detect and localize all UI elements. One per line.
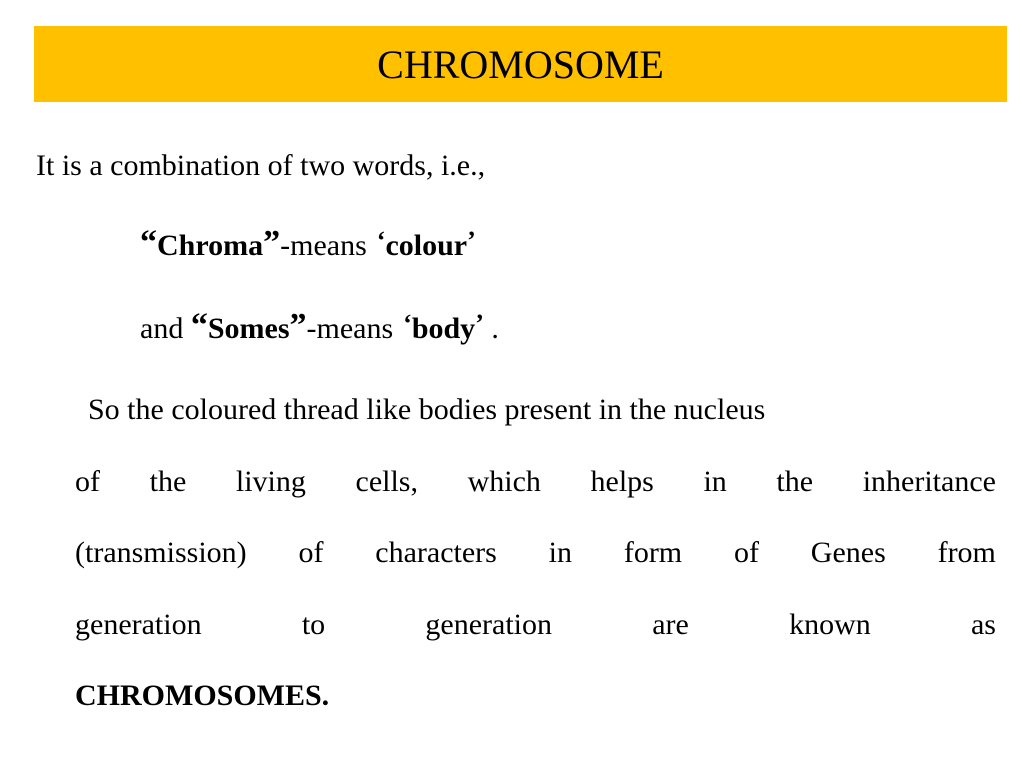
body-word: body	[411, 312, 476, 345]
definition-line-2	[75, 467, 996, 497]
chroma-open-quote: “	[140, 224, 157, 261]
colour-close-quote: ’	[467, 226, 476, 255]
definition-word: known	[789, 608, 871, 641]
somes-open-quote: “	[190, 307, 208, 344]
definition-word: of	[733, 536, 759, 569]
chroma-word: Chroma	[157, 229, 264, 262]
somes-line-period: .	[491, 312, 499, 345]
definition-word: of	[75, 465, 100, 498]
definition-word: the	[149, 465, 187, 498]
definition-word: in	[548, 536, 573, 569]
body-open-quote: ‘	[403, 309, 412, 338]
somes-means-text: -means	[306, 312, 394, 345]
definition-word: cells,	[355, 465, 418, 498]
definition-word: of	[298, 536, 324, 569]
body-close-quote: ’	[475, 309, 484, 338]
colour-word: colour	[385, 229, 468, 262]
definition-word: which	[467, 465, 541, 498]
definition-word: living	[235, 465, 306, 498]
somes-definition-line	[140, 307, 499, 345]
somes-close-quote: ”	[289, 307, 307, 344]
definition-word: to	[301, 608, 326, 641]
definition-word: from	[937, 536, 996, 569]
colour-open-quote: ‘	[376, 226, 386, 255]
definition-word: as	[970, 608, 996, 641]
definition-word: generation	[425, 608, 552, 641]
slide-title: CHROMOSOME	[377, 41, 664, 87]
somes-word: Somes	[207, 312, 290, 345]
definition-word: helps	[590, 465, 654, 498]
title-banner	[34, 26, 1007, 102]
definition-word: inheritance	[862, 465, 996, 498]
definition-word: are	[652, 608, 689, 641]
definition-word: form	[623, 536, 683, 569]
definition-line-5-chromosomes: CHROMOSOMES.	[75, 679, 330, 712]
definition-word: the	[776, 465, 814, 498]
chroma-close-quote: ”	[263, 224, 281, 261]
chroma-means-text: -means	[280, 229, 367, 262]
definition-line-3	[75, 538, 996, 568]
and-text: and	[140, 312, 184, 345]
definition-word: in	[703, 465, 727, 498]
definition-word: characters	[375, 536, 497, 569]
definition-word: generation	[75, 608, 202, 641]
definition-word: (transmission)	[75, 536, 247, 569]
definition-line-1: So the coloured thread like bodies present in the nucleus	[88, 393, 766, 426]
definition-line-4	[75, 610, 996, 640]
chroma-definition-line	[140, 224, 476, 262]
definition-word: Genes	[810, 536, 886, 569]
intro-text: It is a combination of two words, i.e.,	[36, 149, 486, 182]
